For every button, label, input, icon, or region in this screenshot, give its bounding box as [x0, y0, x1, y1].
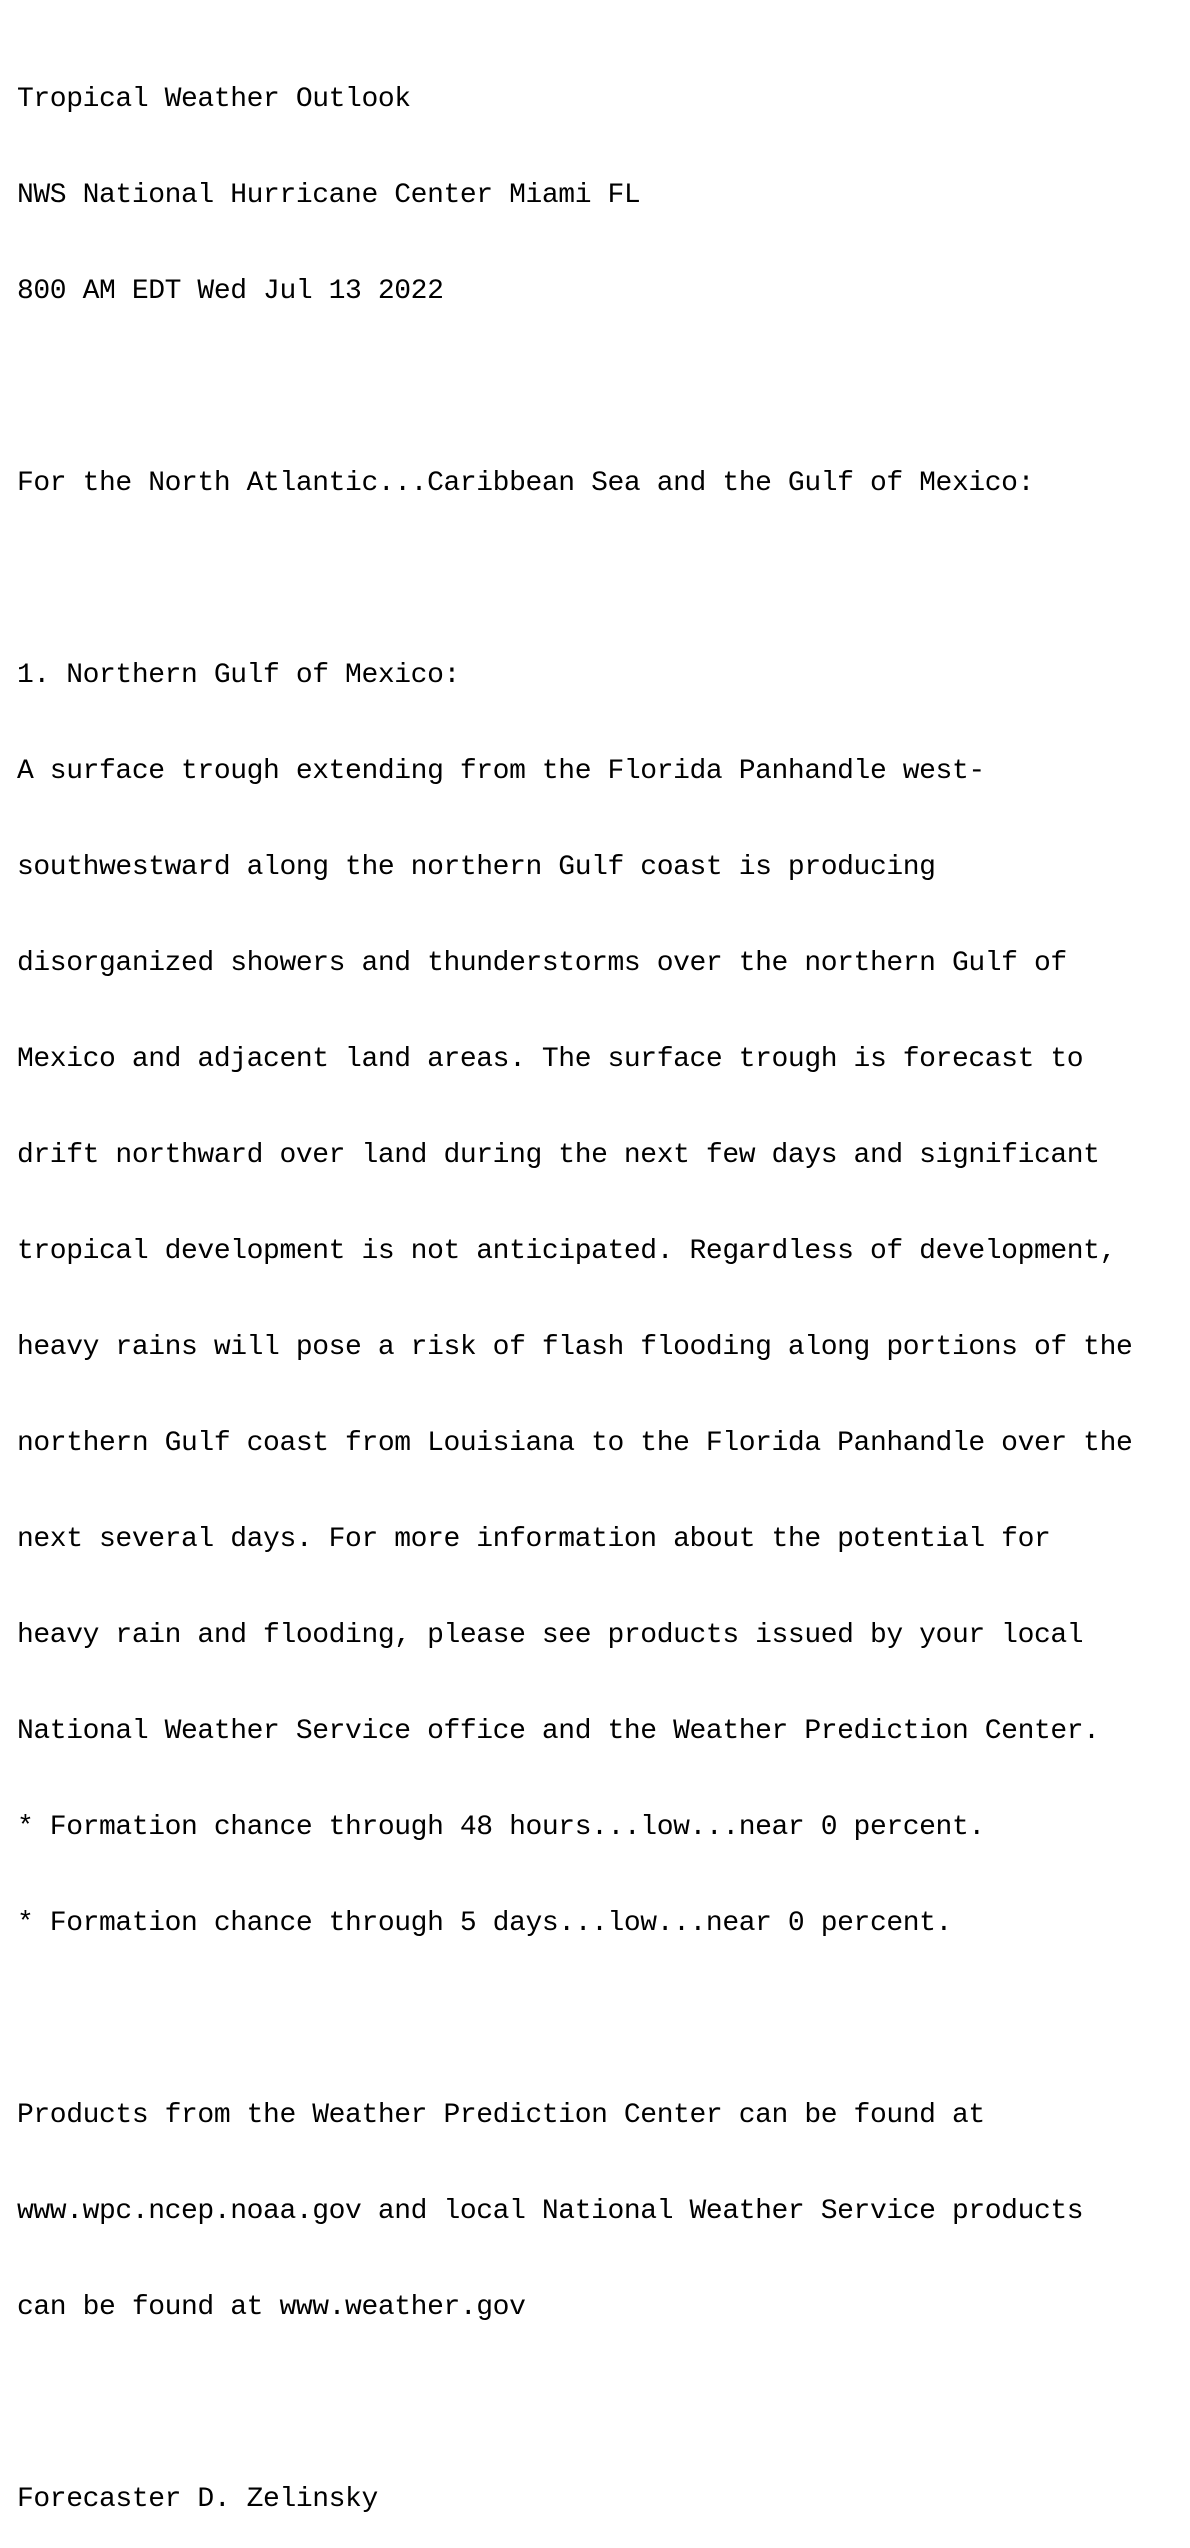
discussion-line: next several days. For more information about the potential for [17, 1524, 1051, 1555]
products-line: www.wpc.ncep.noaa.gov and local National Weather Service products [17, 2196, 1084, 2227]
issue-time: 800 AM EDT Wed Jul 13 2022 [17, 276, 444, 307]
discussion-line: tropical development is not anticipated. Regardless of development, [17, 1236, 1116, 1267]
discussion-line: heavy rains will pose a risk of flash flooding along portions of the [17, 1332, 1133, 1363]
discussion-line: drift northward over land during the next few days and significant [17, 1140, 1100, 1171]
outlook-document [17, 20, 1132, 2548]
blank-line [17, 372, 1132, 404]
outlook-title: Tropical Weather Outlook [17, 84, 411, 115]
issuing-office: NWS National Hurricane Center Miami FL [17, 180, 641, 211]
formation-chance-5d: * Formation chance through 5 days...low...near 0 percent. [17, 1908, 952, 1939]
discussion-line: A surface trough extending from the Florida Panhandle west- [17, 756, 985, 787]
discussion-line: southwestward along the northern Gulf coast is producing [17, 852, 936, 883]
discussion-line: Mexico and adjacent land areas. The surface trough is forecast to [17, 1044, 1084, 1075]
discussion-line: northern Gulf coast from Louisiana to the Florida Panhandle over the [17, 1428, 1133, 1459]
formation-chance-48h: * Formation chance through 48 hours...low...near 0 percent. [17, 1812, 985, 1843]
discussion-line: National Weather Service office and the Weather Prediction Center. [17, 1716, 1100, 1747]
blank-line [17, 564, 1132, 596]
products-line: Products from the Weather Prediction Center can be found at [17, 2100, 985, 2131]
system-heading: 1. Northern Gulf of Mexico: [17, 660, 460, 691]
discussion-line: heavy rain and flooding, please see products issued by your local [17, 1620, 1084, 1651]
discussion-line: disorganized showers and thunderstorms over the northern Gulf of [17, 948, 1067, 979]
products-line: can be found at www.weather.gov [17, 2292, 526, 2323]
blank-line [17, 2004, 1132, 2036]
blank-line [17, 2388, 1132, 2420]
forecaster-signature: Forecaster D. Zelinsky [17, 2484, 378, 2515]
region-statement: For the North Atlantic...Caribbean Sea and the Gulf of Mexico: [17, 468, 1034, 499]
